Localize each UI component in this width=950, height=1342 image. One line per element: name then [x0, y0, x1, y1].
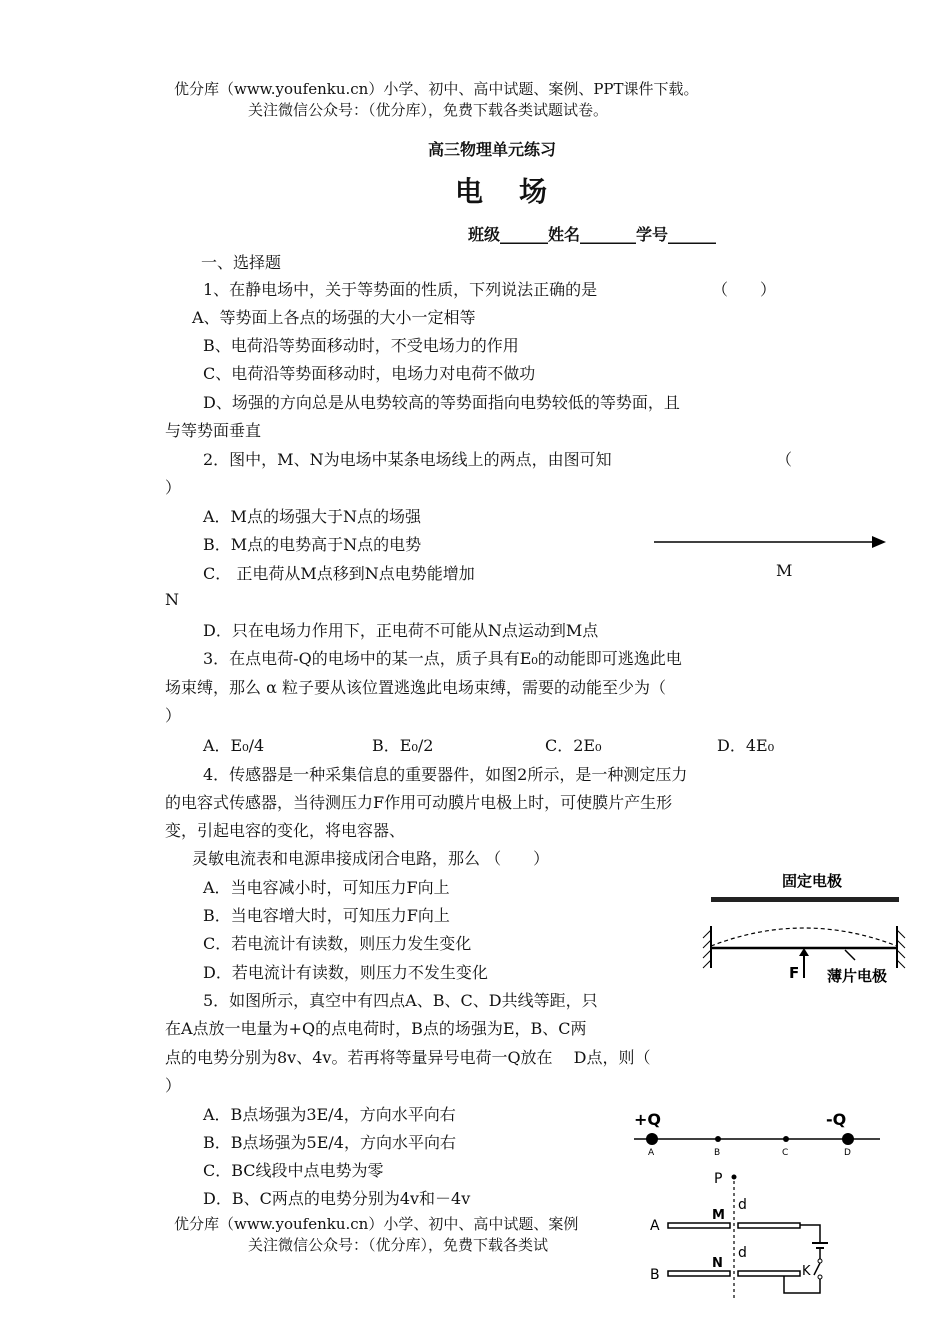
q3-option-b: B．E₀/2	[372, 736, 434, 755]
pressure-sensor-figure	[697, 868, 912, 993]
q2-option-a: A．M点的场强大于N点的场强	[203, 507, 421, 526]
point-c-label: C	[782, 1148, 789, 1155]
q5-option-a: A．B点场强为3E/4，方向水平向右	[203, 1105, 456, 1124]
deformed-film-dashed	[711, 928, 897, 946]
point-a-label: A	[648, 1148, 655, 1155]
q4-option-a: A．当电容减小时，可知压力F向上	[203, 878, 450, 897]
q2-stem: 2．图中，M、N为电场中某条电场线上的两点，由图可知	[203, 450, 612, 469]
q4-line2: 的电容式传感器，当待测压力F作用可动膜片电极上时，可使膜片产生形	[165, 793, 673, 812]
footer-line-1: 优分库（www.youfenku.cn）小学、初中、高中试题、案例	[174, 1215, 579, 1233]
point-d-label: D	[844, 1148, 851, 1155]
plate-a-right	[738, 1223, 800, 1228]
q2-option-c: C． 正电荷从M点移到N点电势能增加	[203, 564, 475, 583]
q5-line1: 5．如图所示，真空中有四点A、B、C、D共线等距，只	[203, 991, 598, 1010]
minus-q-label: -Q	[826, 1110, 847, 1129]
section-heading: 一、选择题	[201, 253, 282, 272]
q4-option-c: C．若电流计有读数，则压力发生变化	[203, 934, 472, 953]
film-electrode-label: 薄片电极	[827, 967, 888, 985]
plate-b-right	[738, 1271, 800, 1276]
point-p-label: P	[714, 1171, 723, 1187]
gap-d-lower: d	[738, 1245, 747, 1261]
q1-answer-paren: （ ）	[712, 280, 777, 299]
plate-a-left	[668, 1223, 730, 1228]
point-d-dot	[842, 1133, 854, 1145]
switch-k-label: K	[802, 1264, 811, 1279]
q5-line2: 在A点放一电量为+Q的点电荷时，B点的场强为E，B、C两	[165, 1019, 587, 1038]
q1-option-c: C、电荷沿等势面移动时，电场力对电荷不做功	[203, 364, 536, 383]
q4-line3: 变，引起电容的变化，将电容器、	[165, 821, 406, 840]
q5-option-b: B．B点场强为5E/4，方向水平向右	[203, 1133, 456, 1152]
hole-n-label: N	[712, 1256, 723, 1271]
parallel-plates-figure	[646, 1163, 836, 1301]
gap-d-upper: d	[738, 1197, 747, 1213]
q2-option-b: B．M点的电势高于N点的电势	[203, 535, 422, 554]
left-wall	[703, 926, 711, 968]
q2-paren-close: ）	[165, 478, 182, 497]
student-info: 班级______姓名_______学号______	[468, 225, 717, 244]
right-wall	[897, 926, 905, 968]
q3-option-d: D．4E₀	[717, 736, 775, 755]
q1-option-b: B、电荷沿等势面移动时，不受电场力的作用	[203, 336, 519, 355]
doc-subtitle: 高三物理单元练习	[428, 140, 557, 159]
q3-line1: 3．在点电荷-Q的电场中的某一点，质子具有E₀的动能即可逃逸此电	[203, 649, 682, 668]
plate-a-label: A	[650, 1218, 660, 1234]
q4-option-b: B．当电容增大时，可知压力F向上	[203, 906, 450, 925]
point-c-dot	[783, 1136, 789, 1142]
fixed-electrode	[711, 897, 899, 902]
field-line-arrow	[654, 534, 888, 550]
q5-line3: 点的电势分别为8v、4v。若再将等量异号电荷一Q放在 D点，则（	[165, 1048, 651, 1067]
fixed-electrode-label: 固定电极	[782, 872, 843, 890]
plate-b-left	[668, 1271, 730, 1276]
q2-paren-open: （	[776, 450, 793, 469]
collinear-charges-figure	[628, 1103, 886, 1155]
q4-line4: 灵敏电流表和电源串接成闭合电路，那么 （ ）	[192, 849, 550, 868]
q4-option-d: D．若电流计有读数，则压力不发生变化	[203, 963, 488, 982]
q1-option-d-line1: D、场强的方向总是从电势较高的等势面指向电势较低的等势面，且	[203, 393, 680, 412]
q1-stem: 1、在静电场中，关于等势面的性质，下列说法正确的是	[203, 280, 598, 299]
header-line-1: 优分库（www.youfenku.cn）小学、初中、高中试题、案例、PPT课件下载。	[174, 80, 699, 98]
q3-line2: 场束缚，那么 α 粒子要从该位置逃逸此电场束缚，需要的动能至少为（	[165, 678, 666, 697]
q4-line1: 4．传感器是一种采集信息的重要器件，如图2所示，是一种测定压力	[203, 765, 688, 784]
q1-option-a: A、等势面上各点的场强的大小一定相等	[192, 308, 476, 327]
plate-b-label: B	[650, 1267, 660, 1283]
header-line-2: 关注微信公众号：（优分库），免费下载各类试题试卷。	[248, 101, 609, 119]
q3-line3: ）	[165, 706, 182, 725]
wire-top	[800, 1225, 820, 1243]
q5-option-d: D．B、C两点的电势分别为4v和－4v	[203, 1189, 471, 1208]
point-b-label: B	[714, 1148, 721, 1155]
point-a-dot	[646, 1133, 658, 1145]
q1-option-d-line2: 与等势面垂直	[165, 421, 262, 440]
q2-option-d: D．只在电场力作用下，正电荷不可能从N点运动到M点	[203, 621, 599, 640]
plus-q-label: +Q	[634, 1110, 662, 1129]
switch-k	[814, 1263, 820, 1275]
q3-option-c: C．2E₀	[545, 736, 602, 755]
force-label: F	[789, 964, 800, 982]
q5-line4: ）	[165, 1076, 182, 1095]
q2-label-m: M	[776, 561, 793, 580]
q3-option-a: A．E₀/4	[203, 736, 265, 755]
q5-option-c: C．BC线段中点电势为零	[203, 1161, 384, 1180]
hole-m-label: M	[712, 1208, 725, 1223]
q2-label-n: N	[165, 590, 179, 609]
doc-title: 电 场	[455, 175, 552, 208]
footer-line-2: 关注微信公众号：（优分库），免费下载各类试	[248, 1236, 549, 1254]
point-b-dot	[715, 1136, 721, 1142]
